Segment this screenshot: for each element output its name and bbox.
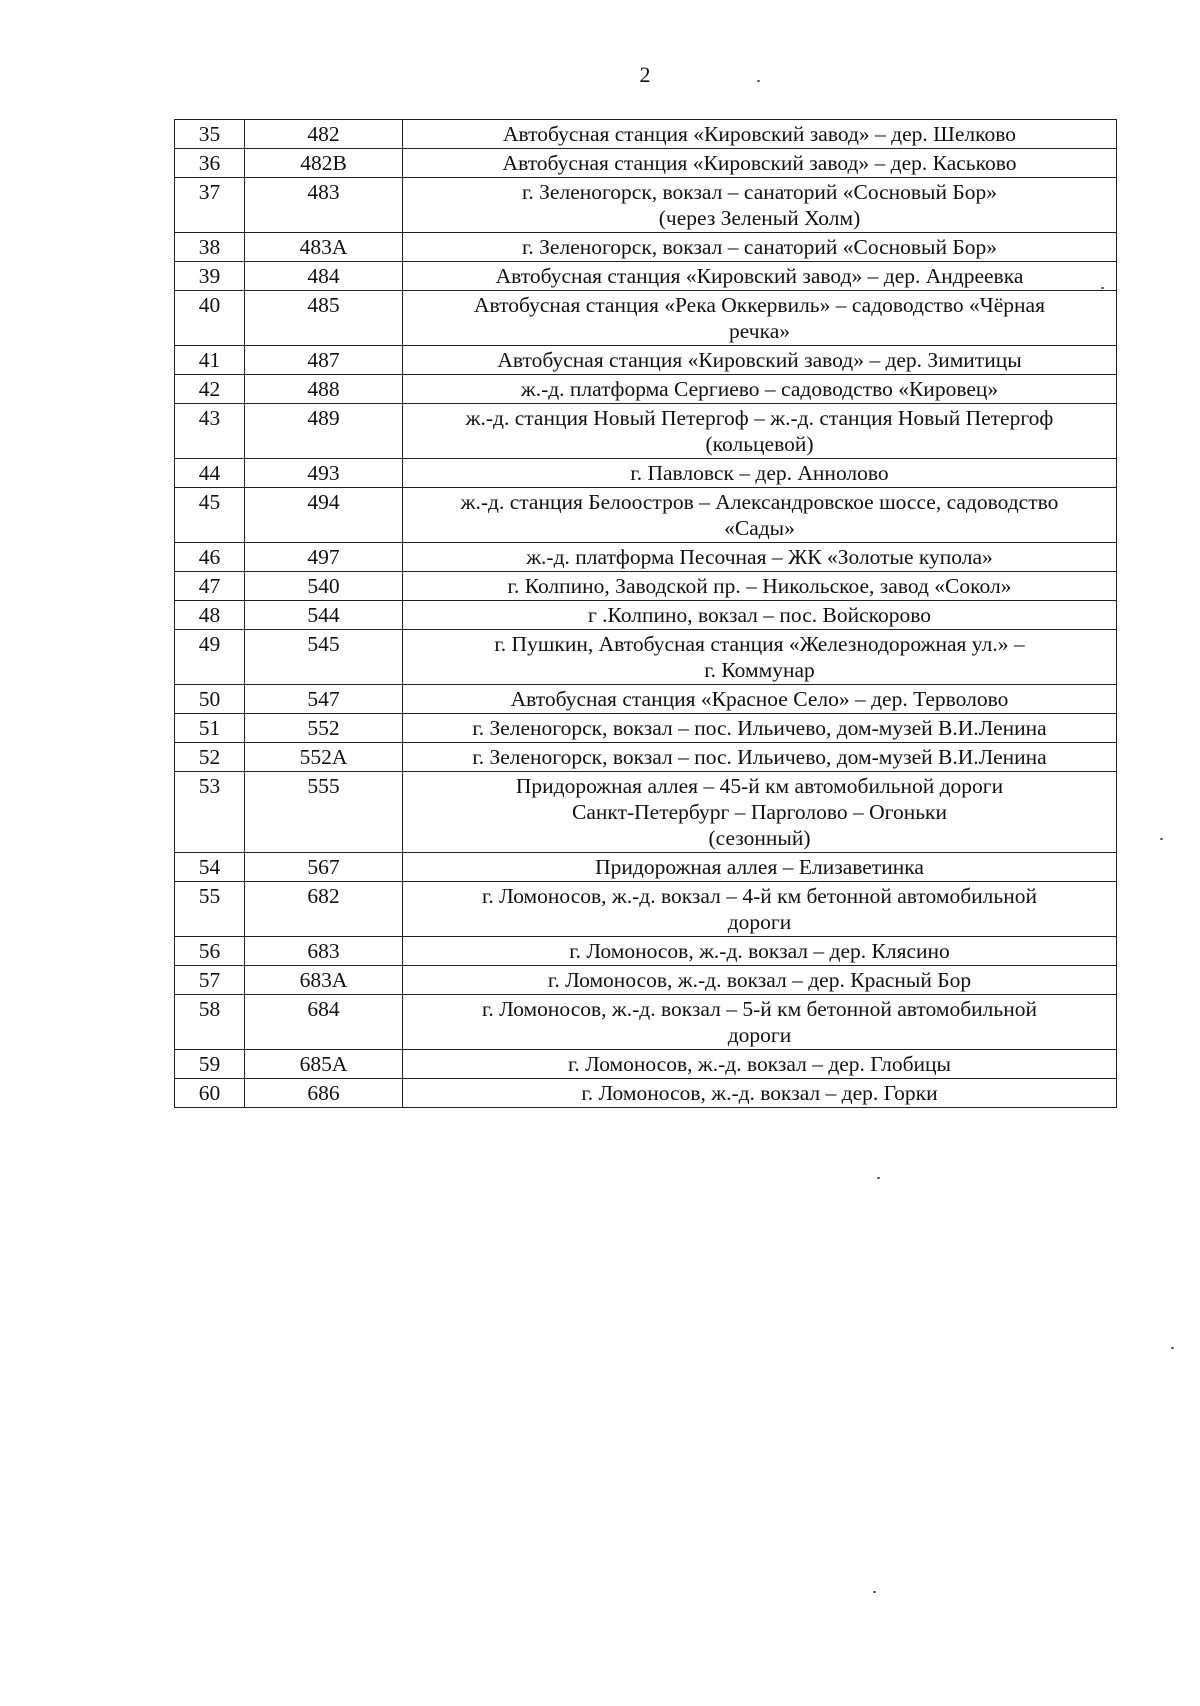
table-row [175, 772, 1117, 853]
route-description-cell: Придорожная аллея – Елизаветинка [403, 853, 1117, 882]
route-description-cell: ж.-д. станция Новый Петергоф – ж.-д. станция Новый Петергоф (кольцевой) [403, 404, 1117, 459]
route-description-cell: Автобусная станция «Кировский завод» – дер. Шелково [403, 120, 1117, 149]
table-row [175, 743, 1117, 772]
table-row [175, 630, 1117, 685]
table-row [175, 404, 1117, 459]
routes-table-body [175, 120, 1117, 1108]
route-description-cell: Автобусная станция «Красное Село» – дер. Терволово [403, 685, 1117, 714]
route-number-cell: 493 [245, 459, 403, 488]
table-row [175, 375, 1117, 404]
row-number-cell: 39 [175, 262, 245, 291]
row-number-cell: 51 [175, 714, 245, 743]
route-number-cell: 483 [245, 178, 403, 233]
route-description-cell: Автобусная станция «Кировский завод» – дер. Каськово [403, 149, 1117, 178]
table-row [175, 262, 1117, 291]
row-number-cell: 43 [175, 404, 245, 459]
table-row [175, 120, 1117, 149]
route-description-cell: г .Колпино, вокзал – пос. Войскорово [403, 601, 1117, 630]
row-number-cell: 46 [175, 543, 245, 572]
route-description-cell: г. Пушкин, Автобусная станция «Железнодорожная ул.» – г. Коммунар [403, 630, 1117, 685]
route-number-cell: 555 [245, 772, 403, 853]
row-number-cell: 44 [175, 459, 245, 488]
route-number-cell: 483А [245, 233, 403, 262]
route-description-cell: г. Ломоносов, ж.-д. вокзал – 4-й км бетонной автомобильной дороги [403, 882, 1117, 937]
route-description-cell: г. Ломоносов, ж.-д. вокзал – дер. Клясино [403, 937, 1117, 966]
table-row [175, 488, 1117, 543]
route-description-cell: Автобусная станция «Река Оккервиль» – садоводство «Чёрная речка» [403, 291, 1117, 346]
route-description-cell: г. Ломоносов, ж.-д. вокзал – дер. Горки [403, 1079, 1117, 1108]
scan-speck [757, 80, 760, 82]
route-description-cell: г. Зеленогорск, вокзал – пос. Ильичево, дом-музей В.И.Ленина [403, 714, 1117, 743]
route-number-cell: 489 [245, 404, 403, 459]
row-number-cell: 56 [175, 937, 245, 966]
table-row [175, 714, 1117, 743]
route-number-cell: 497 [245, 543, 403, 572]
route-number-cell: 552 [245, 714, 403, 743]
row-number-cell: 41 [175, 346, 245, 375]
route-number-cell: 567 [245, 853, 403, 882]
route-number-cell: 540 [245, 572, 403, 601]
route-number-cell: 488 [245, 375, 403, 404]
routes-table [174, 119, 1117, 1108]
route-number-cell: 482 [245, 120, 403, 149]
row-number-cell: 58 [175, 995, 245, 1050]
table-row [175, 233, 1117, 262]
route-description-cell: г. Зеленогорск, вокзал – пос. Ильичево, дом-музей В.И.Ленина [403, 743, 1117, 772]
table-row [175, 995, 1117, 1050]
row-number-cell: 48 [175, 601, 245, 630]
route-description-cell: Автобусная станция «Кировский завод» – дер. Зимитицы [403, 346, 1117, 375]
row-number-cell: 47 [175, 572, 245, 601]
row-number-cell: 60 [175, 1079, 245, 1108]
route-description-cell: г. Ломоносов, ж.-д. вокзал – дер. Глобицы [403, 1050, 1117, 1079]
table-row [175, 1079, 1117, 1108]
row-number-cell: 50 [175, 685, 245, 714]
route-number-cell: 547 [245, 685, 403, 714]
row-number-cell: 40 [175, 291, 245, 346]
row-number-cell: 45 [175, 488, 245, 543]
route-number-cell: 686 [245, 1079, 403, 1108]
row-number-cell: 36 [175, 149, 245, 178]
scan-speck [1171, 1347, 1174, 1349]
route-description-cell: г. Зеленогорск, вокзал – санаторий «Сосновый Бор» (через Зеленый Холм) [403, 178, 1117, 233]
row-number-cell: 55 [175, 882, 245, 937]
table-row [175, 601, 1117, 630]
table-row [175, 882, 1117, 937]
route-number-cell: 683А [245, 966, 403, 995]
route-description-cell: г. Ломоносов, ж.-д. вокзал – 5-й км бетонной автомобильной дороги [403, 995, 1117, 1050]
row-number-cell: 59 [175, 1050, 245, 1079]
row-number-cell: 37 [175, 178, 245, 233]
scan-speck [873, 1591, 876, 1593]
route-description-cell: ж.-д. платформа Песочная – ЖК «Золотые купола» [403, 543, 1117, 572]
route-number-cell: 544 [245, 601, 403, 630]
row-number-cell: 53 [175, 772, 245, 853]
route-number-cell: 685А [245, 1050, 403, 1079]
table-row [175, 966, 1117, 995]
route-description-cell: г. Павловск – дер. Аннолово [403, 459, 1117, 488]
row-number-cell: 49 [175, 630, 245, 685]
table-row [175, 291, 1117, 346]
route-number-cell: 485 [245, 291, 403, 346]
route-description-cell: ж.-д. станция Белоостров – Александровское шоссе, садоводство «Сады» [403, 488, 1117, 543]
route-description-cell: ж.-д. платформа Сергиево – садоводство «Кировец» [403, 375, 1117, 404]
table-row [175, 178, 1117, 233]
scan-speck [877, 1177, 880, 1179]
row-number-cell: 35 [175, 120, 245, 149]
row-number-cell: 54 [175, 853, 245, 882]
route-number-cell: 683 [245, 937, 403, 966]
row-number-cell: 57 [175, 966, 245, 995]
row-number-cell: 42 [175, 375, 245, 404]
table-row [175, 543, 1117, 572]
route-number-cell: 482В [245, 149, 403, 178]
table-row [175, 346, 1117, 375]
table-row [175, 853, 1117, 882]
table-row [175, 937, 1117, 966]
scan-speck [1160, 838, 1163, 840]
row-number-cell: 38 [175, 233, 245, 262]
route-description-cell: г. Ломоносов, ж.-д. вокзал – дер. Красный Бор [403, 966, 1117, 995]
table-row [175, 685, 1117, 714]
table-row [175, 459, 1117, 488]
route-number-cell: 487 [245, 346, 403, 375]
route-number-cell: 484 [245, 262, 403, 291]
table-row [175, 572, 1117, 601]
page-number: 2 [639, 62, 651, 87]
route-description-cell: Придорожная аллея – 45-й км автомобильной дороги Санкт-Петербург – Парголово – Огоньки (сезонный) [403, 772, 1117, 853]
route-description-cell: Автобусная станция «Кировский завод» – дер. Андреевка [403, 262, 1117, 291]
route-number-cell: 545 [245, 630, 403, 685]
route-number-cell: 552А [245, 743, 403, 772]
route-description-cell: г. Колпино, Заводской пр. – Никольское, завод «Сокол» [403, 572, 1117, 601]
route-number-cell: 682 [245, 882, 403, 937]
row-number-cell: 52 [175, 743, 245, 772]
table-row [175, 149, 1117, 178]
route-description-cell: г. Зеленогорск, вокзал – санаторий «Сосновый Бор» [403, 233, 1117, 262]
route-number-cell: 494 [245, 488, 403, 543]
route-number-cell: 684 [245, 995, 403, 1050]
scan-speck [1101, 287, 1104, 289]
table-row [175, 1050, 1117, 1079]
